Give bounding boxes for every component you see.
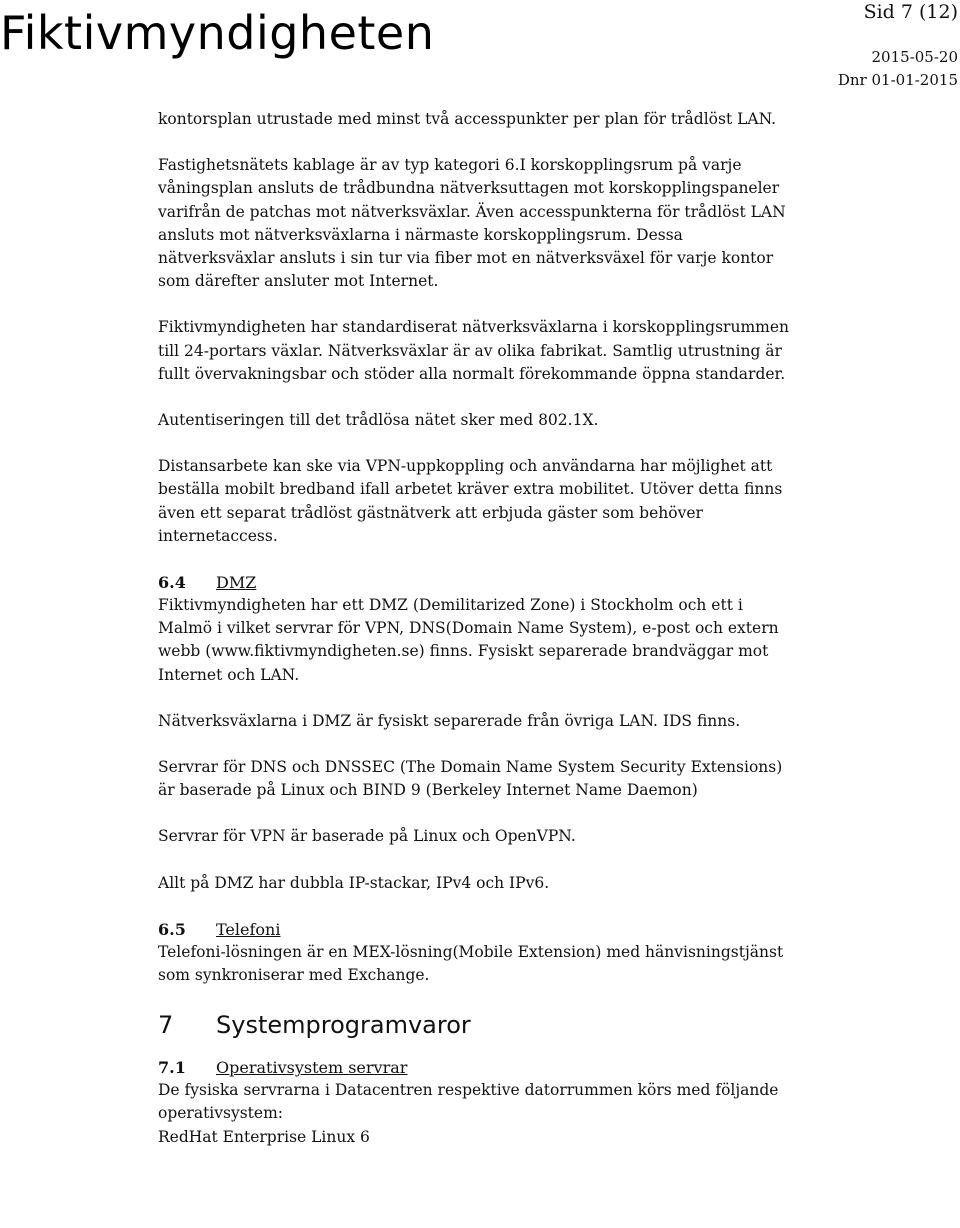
document-body — [158, 108, 798, 1149]
section-title: Telefoni — [216, 919, 281, 939]
section-number: 7.1 — [158, 1058, 186, 1078]
organization-name: Fiktivmyndigheten — [0, 6, 435, 60]
page-number: Sid 7 (12) — [863, 1, 958, 23]
section-heading-7-1 — [158, 1056, 798, 1079]
section-number: 6.5 — [158, 919, 186, 939]
paragraph: Fiktivmyndigheten har standardiserat nätverksväxlarna i korskopplingsrummen till 24-portars växlar. Nätverksväxlar är av olika fabrikat. Samtlig utrustning är fullt övervakningsbar och stöder alla normalt förekommande öppna standarder. — [158, 318, 789, 383]
document-reference-number: Dnr 01-01-2015 — [837, 71, 958, 89]
section-heading-6-5 — [158, 918, 798, 941]
paragraph: De fysiska servrarna i Datacentren respektive datorrummen körs med följande operativsystem: — [158, 1081, 779, 1123]
paragraph: Telefoni-lösningen är en MEX-lösning(Mobile Extension) med hänvisningstjänst som synkroniserar med Exchange. — [158, 942, 784, 985]
section-title: Operativsystem servrar — [216, 1058, 408, 1078]
paragraph: Fiktivmyndigheten har ett DMZ (Demilitarized Zone) i Stockholm och ett i Malmö i vilket servrar för VPN, DNS(Domain Name System), e-post och extern webb (www.fiktivmyndigheten.se) finns. Fysiskt separerade brandväggar mot Internet och LAN. — [158, 596, 779, 684]
section-number: 6.4 — [158, 573, 186, 593]
paragraph: Autentiseringen till det trådlösa nätet sker med 802.1X. — [158, 411, 599, 430]
paragraph: Servrar för DNS och DNSSEC (The Domain Name System Security Extensions) är baserade på Linux och BIND 9 (Berkeley Internet Name Daemon) — [158, 758, 783, 800]
paragraph: Servrar för VPN är baserade på Linux och OpenVPN. — [158, 827, 576, 846]
paragraph: Nätverksväxlarna i DMZ är fysiskt separerade från övriga LAN. IDS finns. — [158, 711, 741, 730]
document-date: 2015-05-20 — [871, 48, 958, 66]
paragraph: Distansarbete kan ske via VPN-uppkoppling och användarna har möjlighet att beställa mobilt bredband ifall arbetet kräver extra mobilitet. Utöver detta finns även ett separat trådlöst gästnätverk att erbjuda gäster som behöver internetaccess. — [158, 457, 783, 545]
paragraph: Fastighetsnätets kablage är av typ kategori 6.I korskopplingsrum på varje våningsplan ansluts de trådbundna nätverksuttagen mot korskopplingspaneler varifrån de patchas mot nätverksväxlar. Även accesspunkterna för trådlöst LAN ansluts mot nätverksväxlarna i närmaste korskopplingsrum. Dessa nätverksväxlar ansluts i sin tur via fiber mot en nätverksväxel för varje kontor som därefter ansluter mot Internet. — [158, 156, 786, 291]
section-title: DMZ — [216, 573, 257, 593]
section-heading-6-4 — [158, 571, 798, 594]
chapter-number: 7 — [158, 1011, 174, 1040]
paragraph: RedHat Enterprise Linux 6 — [158, 1127, 370, 1146]
chapter-title: Systemprogramvaror — [216, 1011, 471, 1040]
paragraph: kontorsplan utrustade med minst två accesspunkter per plan för trådlöst LAN. — [158, 110, 777, 128]
chapter-heading-7 — [158, 1010, 798, 1040]
paragraph: Allt på DMZ har dubbla IP-stackar, IPv4 och IPv6. — [158, 873, 550, 892]
